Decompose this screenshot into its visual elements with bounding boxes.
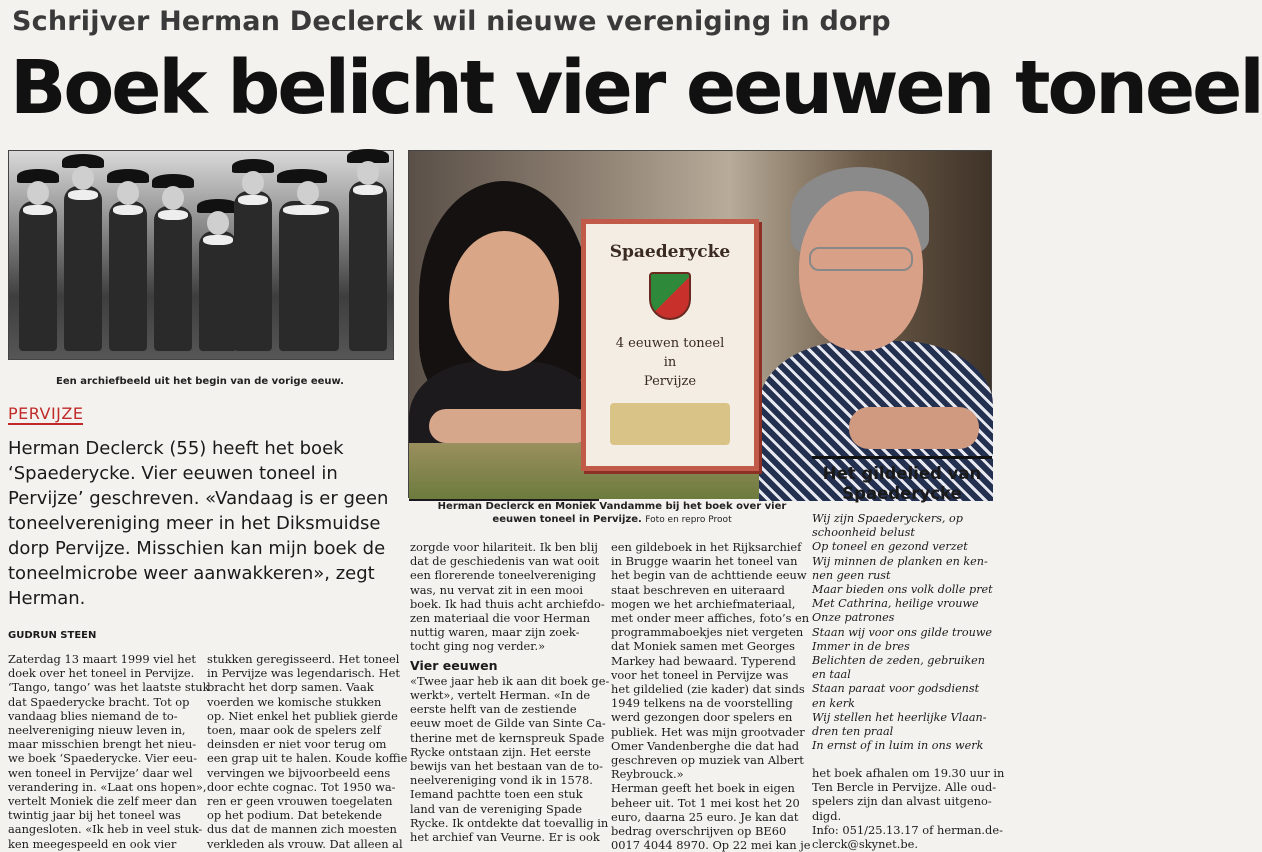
text-line: nuttig waren, maar zijn zoek- (410, 625, 580, 640)
text-line: geschreven op muziek van Albert (611, 753, 804, 768)
subheading-vier-eeuwen: Vier eeuwen (410, 657, 498, 673)
text-line: verkleden als vrouw. Dat alleen al (207, 836, 403, 851)
verse-line: In ernst of in luim in ons werk (812, 739, 984, 753)
book-subtitle-line-3: Pervijze (643, 374, 697, 389)
text-line: was, nu vervat zit in een mooi (410, 582, 584, 597)
text-line: zorgde voor hilariteit. Ik ben blij (410, 540, 598, 554)
text-line: dat de geschiedenis van wat ooit (410, 554, 600, 569)
verse-line: Op toneel en gezond verzet (812, 540, 968, 554)
text-line: zen materiaal die voor Herman (410, 611, 591, 626)
text-line: met onder meer affiches, foto’s en (611, 611, 810, 626)
text-line: doek over het toneel in Pervijze. (8, 666, 195, 681)
verse-line: Belichten de zeden, gebruiken (812, 654, 985, 668)
verse-line: Wij stellen het heerlijke Vlaan- (812, 710, 987, 724)
text-line: eeuw moet de Gilde van Sinte Ca- (410, 716, 606, 731)
verse-line: Immer in de bres (812, 639, 910, 653)
text-line: Iemand pachtte toen een stuk (410, 787, 583, 802)
book-cover (581, 219, 759, 471)
gildelied-title (812, 464, 992, 504)
text-line: publiek. Het was mijn grootvader (611, 724, 805, 739)
text-line: een florerende toneelvereniging (410, 568, 597, 583)
body-column-4 (611, 540, 809, 852)
text-line: een grap uit te halen. Koude koffie (207, 751, 408, 766)
text-line: Herman geeft het boek in eigen (611, 781, 795, 796)
text-line: land van de vereniging Spade (410, 801, 582, 816)
text-line: Rycke ontstaan zijn. Het eerste (410, 744, 591, 759)
text-line: digd. (812, 808, 842, 823)
body-column-2 (207, 652, 408, 851)
book-illustration (610, 403, 730, 445)
text-line: dus dat de mannen zich moesten (207, 822, 397, 837)
verse-line: Wij zijn Spaederyckers, op (812, 512, 963, 525)
verse-line: Maar bieden ons volk dolle pret (812, 583, 993, 597)
book-subtitle-line-2: in (663, 355, 677, 370)
verse-line: nen geen rust (812, 568, 891, 582)
text-line: Markey had bewaard. Typerend (611, 653, 796, 668)
text-line: wen toneel in Pervijze’ daar wel (8, 765, 193, 780)
text-line: het begin van de achttiende eeuw (611, 568, 807, 583)
photo-credit: Foto en repro Proot (645, 515, 732, 525)
text-line: Ten Bercle in Pervijze. Alle oud- (812, 780, 997, 795)
text-line: programmaboekjes niet vergeten (611, 625, 804, 640)
text-line: voerden we komische stukken (207, 694, 382, 709)
gildelied-title-line: Het gildelied van (822, 464, 982, 483)
text-line: dat Moniek samen met Georges (611, 639, 795, 654)
text-line: op. Niet enkel het publiek gierde (207, 708, 398, 723)
text-line: het gildelied (zie kader) dat sinds (611, 682, 805, 697)
text-line: twintig jaar bij het toneel was (8, 808, 181, 823)
verse-line: dren ten praal (812, 725, 894, 739)
main-photo (408, 150, 992, 498)
text-line: stukken geregisseerd. Het toneel (207, 652, 400, 666)
text-line: maar misschien brengt het nieu- (8, 737, 197, 752)
body-column-1 (8, 652, 210, 851)
text-line: op het podium. Dat betekende (207, 808, 382, 823)
text-line: vertelt Moniek die zelf meer dan (8, 794, 197, 809)
verse-line: Staan paraat voor godsdienst (812, 682, 980, 696)
text-line: Info: 051/25.13.17 of herman.de- (812, 822, 1003, 837)
text-line: werd gezongen door spelers en (611, 710, 793, 725)
text-line: clerck@skynet.be. (812, 837, 918, 852)
verse-line: Wij minnen de planken en ken- (812, 554, 988, 568)
book-title: Spaederycke (609, 242, 731, 262)
text-line: Zaterdag 13 maart 1999 viel het (8, 652, 196, 666)
text-line: een gildeboek in het Rijksarchief (611, 540, 802, 554)
text-line: we boek ‘Spaederycke. Vier eeu- (8, 751, 198, 766)
text-line: aangesloten. «Ik heb in veel stuk- (8, 822, 203, 837)
text-line: toen, maar ook de spelers zelf (207, 723, 381, 738)
text-line: boek. Ik had thuis acht archiefdo- (410, 596, 605, 611)
archive-photo (8, 150, 394, 360)
shield-icon (649, 272, 691, 320)
text-line: vervingen we bijvoorbeeld eens (207, 765, 391, 780)
text-line: 1949 telkens na de voorstelling (611, 696, 793, 711)
text-line: ren er geen vrouwen toegelaten (207, 794, 393, 809)
kicker: Schrijver Herman Declerck wil nieuwe vereniging in dorp (12, 6, 891, 37)
text-line: tocht ging nog verder.» (410, 639, 546, 654)
text-line: euro, daarna 25 euro. Je kan dat (611, 809, 799, 824)
main-photo-caption (422, 500, 802, 527)
text-line: Rycke. Ik ontdekte dat toevallig in (410, 815, 609, 830)
gildelied-box (812, 456, 992, 760)
verse-line: Met Cathrina, heilige vrouwe (812, 597, 979, 611)
text-line: bedrag overschrijven op BE60 (611, 824, 787, 839)
verse-line: Staan wij voor ons gilde trouwe (812, 625, 993, 639)
text-line: eerste helft van de zestiende (410, 702, 577, 717)
text-line: staat beschreven en uiteraard (611, 582, 785, 597)
verse-line: en kerk (812, 696, 855, 710)
text-line: het boek afhalen om 19.30 uur in (812, 766, 1005, 780)
body-column-3 (410, 540, 610, 845)
text-line: ‘Tango, tango’ was het laatste stuk (8, 680, 210, 695)
text-line: spelers zijn dan alvast uitgeno- (812, 794, 992, 809)
text-line: bracht het dorp samen. Vaak (207, 680, 374, 695)
text-line: mogen we het archiefmateriaal, (611, 596, 796, 611)
main-photo-caption-text: Herman Declerck en Moniek Vandamme bij het boek over vier eeuwen toneel in Pervijze. (437, 501, 787, 525)
text-line: voor het toneel in Pervijze was (611, 667, 789, 682)
author-byline: GUDRUN STEEN (8, 630, 97, 641)
text-line: vandaag blies niemand de to- (8, 708, 178, 723)
intro-paragraph: Herman Declerck (55) heeft het boek ‘Spaederycke. Vier eeuwen toneel in Pervijze’ geschreven. «Vandaag is er geen toneelvereniging meer in het Diksmuidse dorp Pervijze. Misschien kan mijn boek de toneelmicrobe weer aanwakkeren», zegt Herman. (8, 438, 389, 609)
text-line: in Pervijze was legendarisch. Het (207, 666, 400, 681)
text-line: Omer Vandenberghe die dat had (611, 738, 800, 753)
headline: Boek belicht vier eeuwen toneel (10, 45, 1262, 131)
text-line: deinsden er niet voor terug om (207, 737, 387, 752)
text-line: werkt», vertelt Herman. «In de (410, 688, 591, 703)
archive-photo-caption: Een archiefbeeld uit het begin van de vorige eeuw. (56, 376, 344, 387)
verse-line: en taal (812, 668, 851, 682)
verse-line: schoonheid belust (812, 526, 915, 540)
text-line: therine met de kernspreuk Spade (410, 730, 605, 745)
verse-line: Onze patrones (812, 611, 895, 625)
text-line: «Twee jaar heb ik aan dit boek ge- (410, 673, 610, 688)
text-line: 0017 4044 8970. Op 22 mei kan je (611, 838, 811, 852)
book-subtitle-line-1: 4 eeuwen toneel (615, 336, 725, 351)
text-line: neelvereniging vond ik in 1578. (410, 773, 593, 788)
text-line: bewijs van het bestaan van de to- (410, 759, 603, 774)
text-line: het archief van Veurne. Er is ook (410, 830, 600, 845)
location-tag: PERVIJZE (8, 404, 84, 423)
text-line: door echte cognac. Tot 1950 wa- (207, 779, 396, 794)
text-line: dat Spaederycke bracht. Tot op (8, 694, 190, 709)
text-line: in Brugge waarin het toneel van (611, 554, 798, 569)
gildelied-title-line: Spaederycke (842, 484, 962, 503)
text-line: ken meegespeeld en ook vier (8, 836, 177, 851)
text-line: beheer uit. Tot 1 mei kost het 20 (611, 795, 800, 810)
text-line: neelvereniging nieuw leven in, (8, 723, 186, 738)
text-line: Reybrouck.» (611, 767, 684, 782)
text-line: verandering in. «Laat ons hopen», (8, 779, 207, 794)
body-column-5 (812, 766, 1005, 852)
